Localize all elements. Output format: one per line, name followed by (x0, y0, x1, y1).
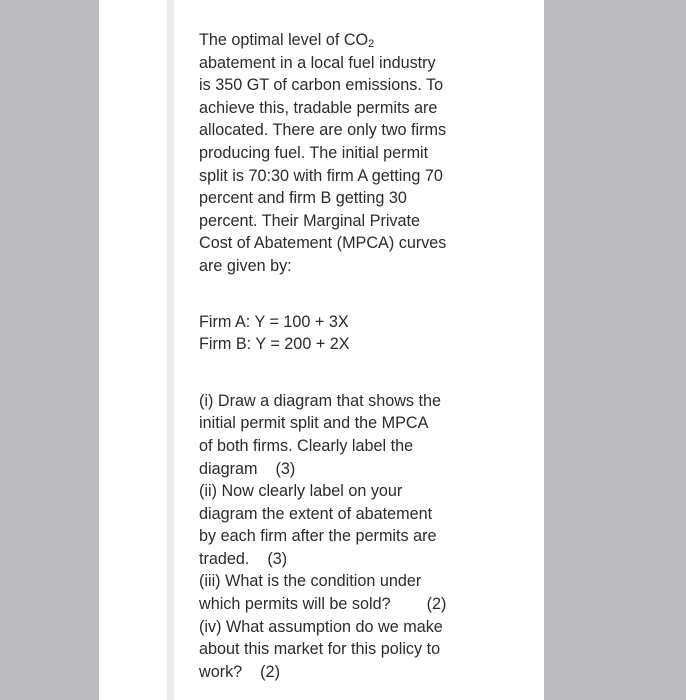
question-line: (ii) Now clearly label on your (199, 482, 403, 501)
question-line: about this market for this policy to (199, 640, 441, 659)
intro-line (199, 29, 499, 52)
question-line: of both firms. Clearly label the (199, 436, 414, 455)
intro-line: percent and firm B getting 30 (199, 189, 407, 208)
equation-firm-b: Firm B: Y = 200 + 2X (199, 335, 350, 354)
subscript-2: 2 (368, 38, 375, 50)
intro-line: producing fuel. The initial permit (199, 143, 429, 162)
question-text (199, 29, 499, 683)
equation-firm-a: Firm A: Y = 100 + 3X (199, 312, 349, 331)
intro-line: allocated. There are only two firms (199, 121, 447, 140)
intro-line: percent. Their Marginal Private (199, 211, 421, 230)
question-line: traded. (3) (199, 549, 288, 568)
question-line: (i) Draw a diagram that shows the (199, 391, 442, 410)
left-background (0, 0, 99, 700)
margin-rule (167, 0, 174, 700)
spacer (199, 278, 499, 311)
document-page (99, 0, 544, 700)
question-line: diagram the extent of abatement (199, 504, 433, 523)
intro-text: The optimal level of CO (199, 31, 369, 49)
intro-line: is 350 GT of carbon emissions. To (199, 76, 444, 95)
question-line: by each firm after the permits are (199, 527, 437, 546)
intro-line: are given by: (199, 256, 292, 275)
question-line: diagram (3) (199, 459, 296, 478)
question-line: (iii) What is the condition under (199, 572, 422, 591)
intro-line: split is 70:30 with firm A getting 70 (199, 166, 443, 185)
question-line: which permits will be sold? (2) (199, 595, 447, 614)
right-background (544, 0, 686, 700)
intro-line: Cost of Abatement (MPCA) curves (199, 234, 447, 253)
question-line: initial permit split and the MPCA (199, 414, 429, 433)
question-line: work? (2) (199, 662, 280, 681)
question-line: (iv) What assumption do we make (199, 617, 443, 636)
spacer (199, 356, 499, 390)
intro-line: abatement in a local fuel industry (199, 53, 436, 72)
intro-line: achieve this, tradable permits are (199, 98, 438, 117)
